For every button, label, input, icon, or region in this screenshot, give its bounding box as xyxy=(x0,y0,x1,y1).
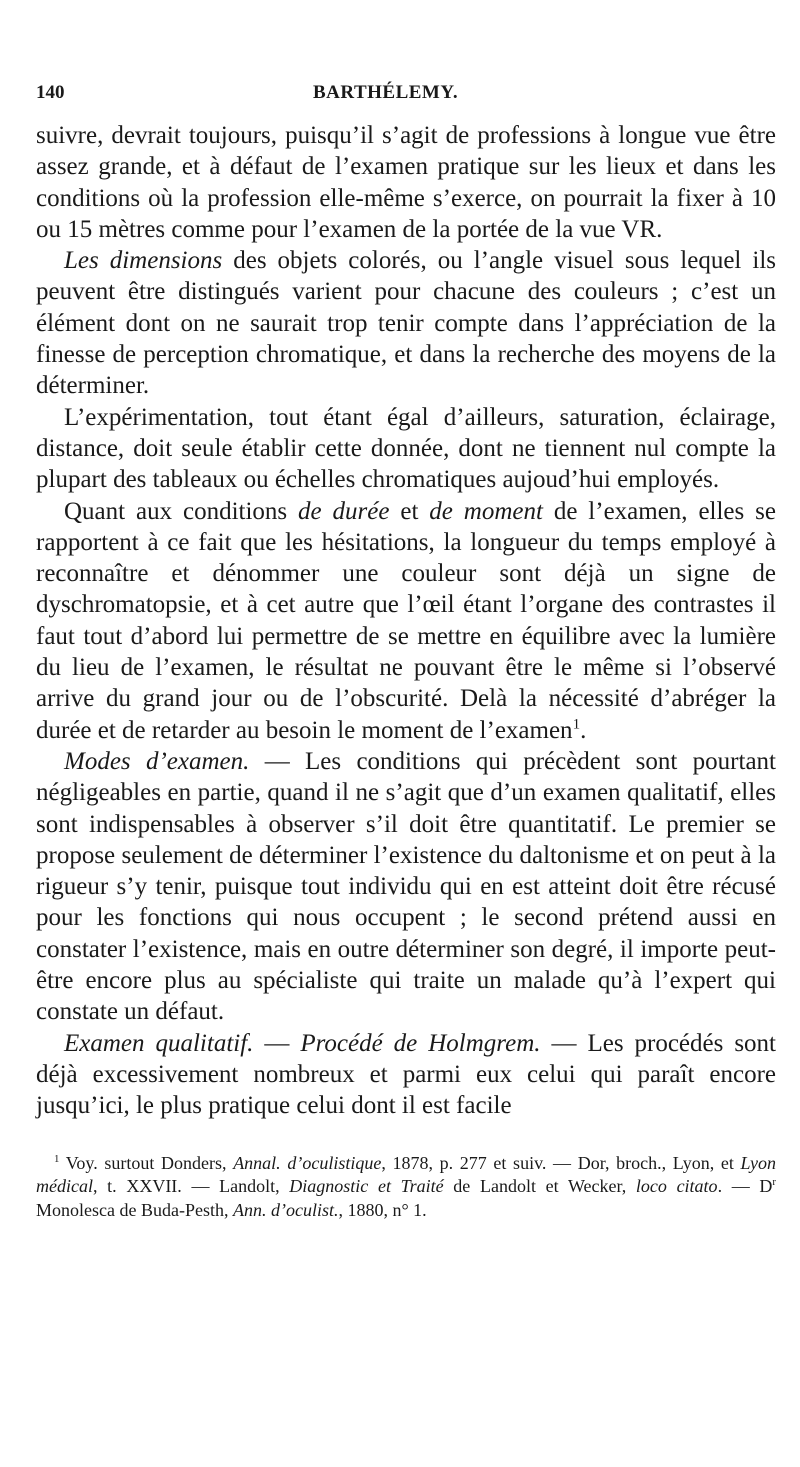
body-text xyxy=(36,120,776,1122)
paragraph-lead: Examen qualitatif. xyxy=(64,1029,254,1057)
paragraph-lead: Modes d’examen. xyxy=(64,747,250,775)
paragraph-text: et xyxy=(389,497,430,525)
paragraph-text: — Les conditions qui précèdent sont pourtant négligeables en partie, quand il ne s’agit que d’un examen qualitatif, elles sont indispensables à observer s’il doit être quantitatif. Le premier se propose seulement de déterminer l’existence du daltonisme et on peut à la rigueur s’y tenir, puisque tout individu qui en est atteint doit être récusé pour les fonctions qui nous occupent ; le second prétend aussi en constater l’existence, mais en outre déterminer son degré, il importe peut-être encore plus au spécialiste qui traite un malade qu’à l’expert qui constate un défaut. xyxy=(36,747,776,1026)
paragraph-dimensions xyxy=(36,245,776,401)
citation-title: Ann. d’oculist. xyxy=(232,1199,339,1220)
paragraph-text: . xyxy=(580,716,587,744)
paragraph-conditions xyxy=(36,496,776,746)
paragraph-text: des objets colorés, ou l’angle visuel sous lequel ils peuvent être distingués varient pour chacune des couleurs ; c’est un élément dont on ne saurait trop tenir compte dans l’appréciation de la finesse de perception chromatique, et dans la recherche des moyens de la déterminer. xyxy=(36,247,776,400)
superscript: r xyxy=(772,1176,777,1188)
paragraph-lead: Les dimensions xyxy=(64,247,223,275)
footnote-text: . — D xyxy=(717,1176,773,1196)
paragraph-continuation xyxy=(36,120,776,245)
footnotes xyxy=(36,1152,776,1223)
paragraph-text: de l’examen, elles se rapportent à ce fait que les hésitations, la longueur du temps employé à reconnaître et dénommer une couleur sont déjà un signe de dyschromatopsie, et à cet autre que l’œil étant l’organe des contrastes il faut tout d’abord lui permettre de se mettre en équilibre avec la lumière du lieu de l’examen, le résultat ne pouvant être le même si l’observé arrive du grand jour ou de l’obscurité. Delà la nécessité d’abréger la durée et de retarder au besoin le moment de l’examen xyxy=(36,497,776,744)
running-head xyxy=(36,78,776,108)
page-number: 140 xyxy=(36,82,65,103)
footnote-text: , 1878, p. 277 et suiv. — Dor, broch., Lyon, et xyxy=(381,1152,741,1173)
paragraph-text: Quant aux conditions xyxy=(64,497,299,525)
paragraph-text: L’expérimentation, tout étant égal d’ailleurs, saturation, éclairage, distance, doit seule établir cette donnée, dont ne tiennent nul compte la plupart des tableaux ou échelles chromatiques aujoud’hui employés. xyxy=(36,403,776,494)
book-page xyxy=(36,78,776,1222)
emphasis: de durée xyxy=(298,497,390,525)
citation-title: Annal. d’oculistique xyxy=(233,1152,382,1173)
citation-title: loco citato xyxy=(635,1176,718,1196)
paragraph-lead: Procédé de Holmgrem. xyxy=(300,1029,541,1057)
citation-title: Diagnostic et Traité xyxy=(289,1176,444,1196)
footnote-reference: 1 xyxy=(572,716,581,733)
citation-title: Lyon médical xyxy=(36,1152,777,1196)
paragraph-modes xyxy=(36,746,776,1028)
footnote xyxy=(36,1152,776,1223)
paragraph-text: suivre, devrait toujours, puisqu’il s’agit de professions à longue vue être assez grande, et à défaut de l’examen pratique sur les lieux et dans les conditions où la profession elle-même s’exerce, on pourrait la fixer à 10 ou 15 mètres comme pour l’examen de la portée de la vue VR. xyxy=(36,122,776,243)
footnote-text: , t. XXVII. — Landolt, xyxy=(92,1176,290,1196)
footnote-text: , 1880, n° 1. xyxy=(338,1199,427,1220)
paragraph-text: — xyxy=(253,1029,301,1057)
footnote-text: de Landolt et Wecker, xyxy=(443,1176,636,1196)
paragraph-qualitative xyxy=(36,1028,776,1122)
footnote-marker: 1 xyxy=(54,1152,60,1165)
footnote-text: Monolesca de Buda-Pesth, xyxy=(36,1199,233,1220)
paragraph-text: — Les procédés sont déjà excessivement nombreux et parmi eux celui qui paraît encore jusqu’ici, le plus pratique celui dont il est facile xyxy=(36,1029,776,1120)
emphasis: de moment xyxy=(429,497,543,525)
running-title: BARTHÉLEMY. xyxy=(313,82,459,103)
paragraph-experimentation xyxy=(36,402,776,496)
footnote-text: Voy. surtout Donders, xyxy=(59,1152,234,1173)
